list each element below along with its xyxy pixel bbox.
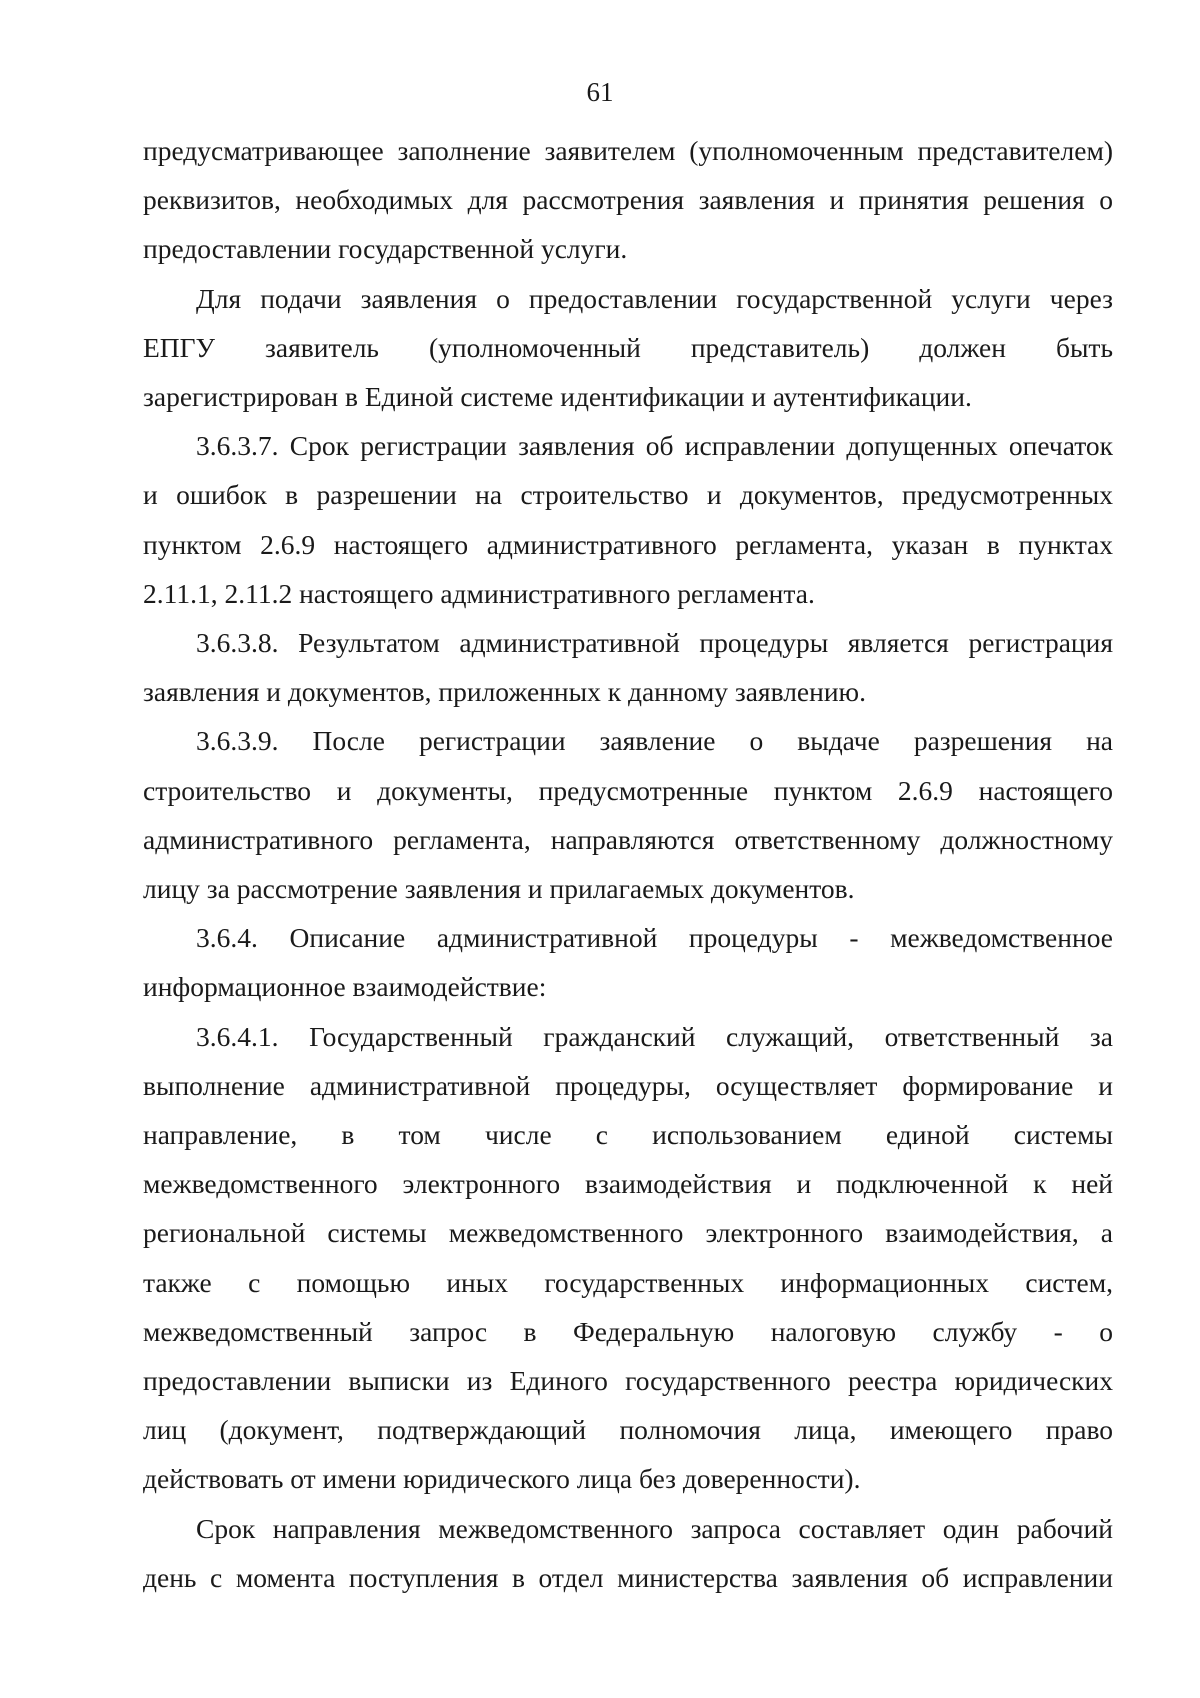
text-line: ЕПГУ заявитель (уполномоченный представитель) должен быть: [143, 331, 1113, 363]
text-line: 3.6.4. Описание административной процедуры - межведомственное: [196, 922, 1113, 954]
text-line: строительство и документы, предусмотренные пунктом 2.6.9 настоящего: [143, 774, 1113, 806]
text-line: действовать от имени юридического лица без доверенности).: [143, 1463, 861, 1495]
text-line: межведомственный запрос в Федеральную налоговую службу - о: [143, 1315, 1113, 1347]
text-line: предоставлении выписки из Единого государственного реестра юридических: [143, 1365, 1113, 1397]
paragraph: [143, 126, 1113, 274]
text-line: также с помощью иных государственных информационных систем,: [143, 1266, 1113, 1298]
paragraph: [143, 618, 1113, 716]
text-line: информационное взаимодействие:: [143, 971, 547, 1003]
text-line: заявления и документов, приложенных к данному заявлению.: [143, 676, 866, 708]
paragraph: [143, 716, 1113, 913]
paragraph: [143, 421, 1113, 618]
text-line: 3.6.4.1. Государственный гражданский служащий, ответственный за: [196, 1020, 1113, 1052]
text-line: 3.6.3.9. После регистрации заявление о выдаче разрешения на: [196, 725, 1113, 757]
text-line: Для подачи заявления о предоставлении государственной услуги через: [196, 282, 1113, 314]
text-line: зарегистрирован в Единой системе идентификации и аутентификации.: [143, 381, 972, 413]
text-line: выполнение административной процедуры, осуществляет формирование и: [143, 1069, 1113, 1101]
text-line: направление, в том числе с использованием единой системы: [143, 1119, 1113, 1151]
body-text: [143, 126, 1113, 1602]
text-line: реквизитов, необходимых для рассмотрения заявления и принятия решения о: [143, 184, 1113, 216]
text-line: и ошибок в разрешении на строительство и документов, предусмотренных: [143, 479, 1113, 511]
text-line: лицу за рассмотрение заявления и прилагаемых документов.: [143, 873, 855, 905]
text-line: 2.11.1, 2.11.2 настоящего административного регламента.: [143, 577, 815, 609]
paragraph: [143, 274, 1113, 422]
text-line: лиц (документ, подтверждающий полномочия лица, имеющего право: [143, 1414, 1113, 1446]
text-line: 3.6.3.7. Срок регистрации заявления об исправлении допущенных опечаток: [196, 430, 1113, 462]
text-line: 3.6.3.8. Результатом административной процедуры является регистрация: [196, 627, 1113, 659]
paragraph: [143, 913, 1113, 1011]
text-line: предусматривающее заполнение заявителем (уполномоченным представителем): [143, 135, 1113, 166]
text-line: Срок направления межведомственного запроса составляет один рабочий: [196, 1512, 1113, 1544]
text-line: день с момента поступления в отдел министерства заявления об исправлении: [143, 1561, 1113, 1593]
text-line: региональной системы межведомственного электронного взаимодействия, а: [143, 1217, 1113, 1249]
paragraph: [143, 1504, 1113, 1602]
text-line: административного регламента, направляются ответственному должностному: [143, 823, 1113, 855]
page-number: 61: [586, 77, 614, 107]
text-line: пунктом 2.6.9 настоящего административного регламента, указан в пунктах: [143, 528, 1113, 560]
text-line: межведомственного электронного взаимодействия и подключенной к ней: [143, 1168, 1113, 1200]
text-line: предоставлении государственной услуги.: [143, 233, 628, 265]
paragraph: [143, 1012, 1113, 1504]
